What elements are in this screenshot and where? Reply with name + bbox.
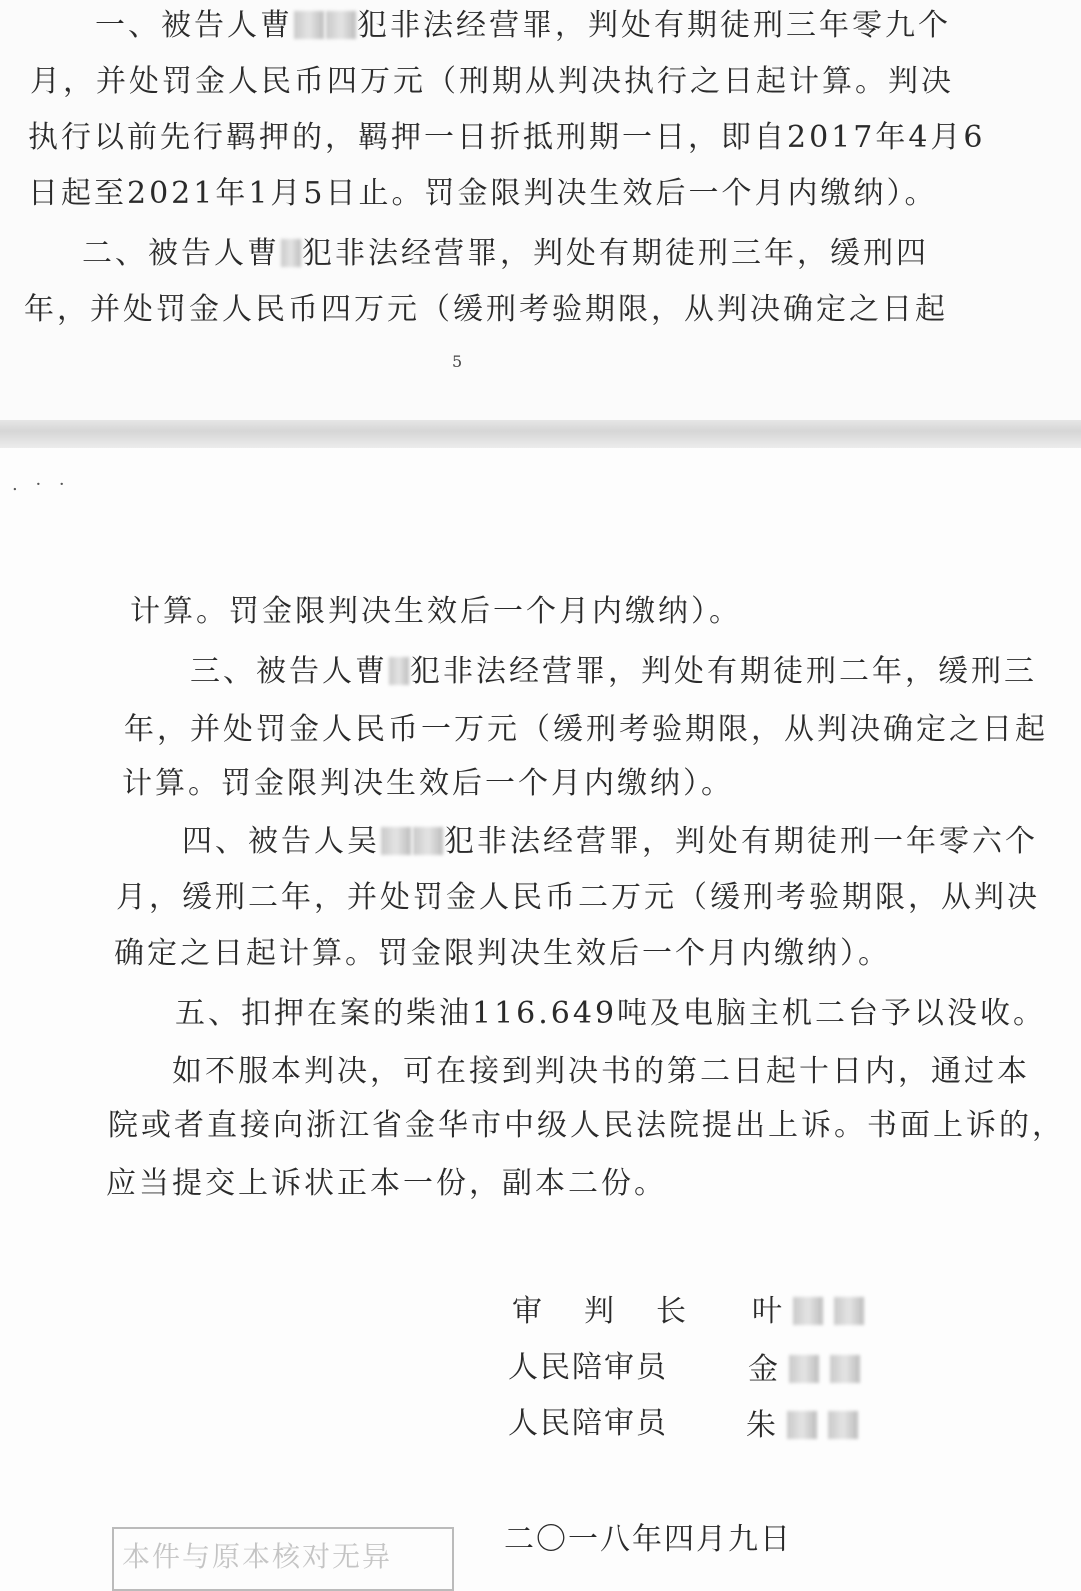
judgment-date: 二〇一八年四月九日	[504, 1522, 792, 1557]
text-line: 三、被告人曹 犯非法经营罪，判处有期徒刑二年，缓刑三	[190, 654, 1037, 689]
text-line: 应当提交上诉状正本一份，副本二份。	[106, 1166, 667, 1201]
text-line: 年，并处罚金人民币四万元（缓刑考验期限，从判决确定之日起	[24, 292, 948, 327]
signature-role: 审 判 长	[512, 1294, 692, 1329]
text-line: 月，缓刑二年，并处罚金人民币二万元（缓刑考验期限，从判决	[116, 880, 1040, 915]
text-line: 五、扣押在案的柴油116.649吨及电脑主机二台予以没收。	[175, 996, 1047, 1031]
signature-role: 人民陪审员	[508, 1350, 668, 1385]
text-line: 确定之日起计算。罚金限判决生效后一个月内缴纳）。	[114, 936, 891, 971]
redacted-name	[834, 1297, 864, 1325]
signature-name: 叶	[752, 1286, 865, 1330]
text-line: 计算。罚金限判决生效后一个月内缴纳）。	[130, 594, 742, 629]
text-line: 二、被告人曹 犯非法经营罪，判处有期徒刑三年，缓刑四	[82, 236, 929, 271]
text-line: 如不服本判决，可在接到判决书的第二日起十日内，通过本	[172, 1054, 1030, 1089]
redacted-name	[281, 239, 301, 267]
certification-stamp: 本件与原本核对无异	[112, 1527, 454, 1591]
redacted-name	[793, 1297, 823, 1325]
scan-specks: . · ·	[12, 474, 71, 495]
page-separator	[0, 420, 1081, 448]
page-fragment-bottom	[0, 448, 1081, 1591]
signature-name: 金	[748, 1344, 861, 1388]
redacted-name	[789, 1355, 819, 1383]
page-number: 5	[452, 352, 463, 371]
text-line: 院或者直接向浙江省金华市中级人民法院提出上诉。书面上诉的，	[108, 1108, 1065, 1143]
text-line: 执行以前先行羁押的，羁押一日折抵刑期一日，即自2017年4月6	[28, 120, 986, 155]
text-line: 一、被告人曹 犯非法经营罪，判处有期徒刑三年零九个	[95, 8, 951, 43]
redacted-name	[294, 11, 324, 39]
redacted-name	[389, 657, 409, 685]
page-fragment-top	[0, 0, 1081, 420]
redacted-name	[413, 827, 443, 855]
text-line: 计算。罚金限判决生效后一个月内缴纳）。	[122, 766, 734, 801]
text-line: 月，并处罚金人民币四万元（刑期从判决执行之日起计算。判决	[30, 64, 954, 99]
redacted-name	[381, 827, 411, 855]
signature-role: 人民陪审员	[508, 1406, 668, 1441]
text-line: 日起至2021年1月5日止。罚金限判决生效后一个月内缴纳）。	[28, 176, 938, 211]
redacted-name	[828, 1411, 858, 1439]
signature-name: 朱	[746, 1400, 859, 1444]
text-line: 年，并处罚金人民币一万元（缓刑考验期限，从判决确定之日起	[124, 712, 1048, 747]
redacted-name	[787, 1411, 817, 1439]
text-line: 四、被告人吴 犯非法经营罪，判处有期徒刑一年零六个	[182, 824, 1038, 859]
redacted-name	[326, 11, 356, 39]
redacted-name	[830, 1355, 860, 1383]
